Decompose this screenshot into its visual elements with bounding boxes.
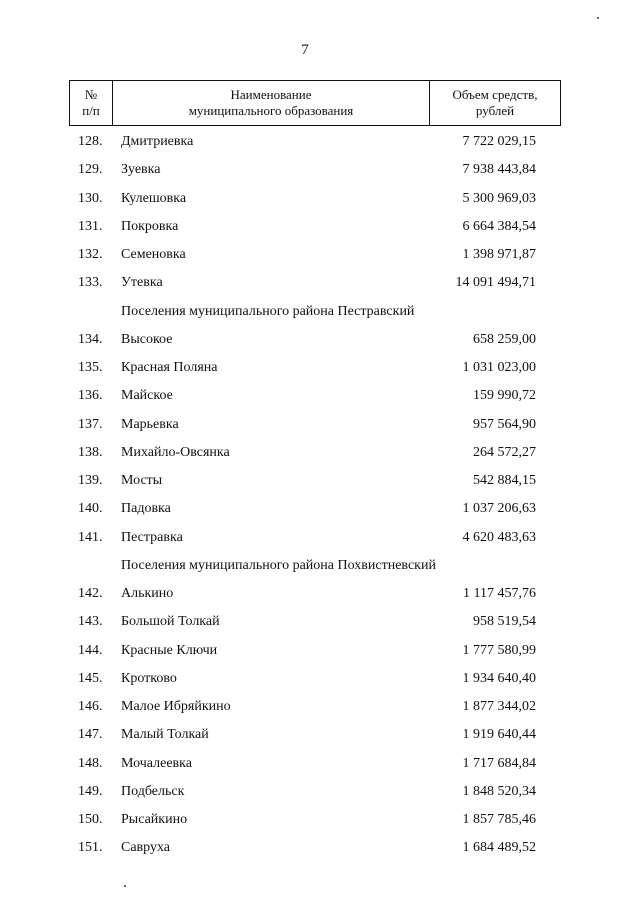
table-row: [0, 522, 640, 550]
header-amount-line1: Объем средств,: [452, 87, 538, 102]
row-amount: 1 398 971,87: [462, 247, 536, 262]
table-row: [0, 380, 640, 408]
row-num: 145.: [78, 670, 103, 686]
row-num: 146.: [78, 699, 103, 714]
table-header: [69, 80, 561, 126]
row-name: Михайло-Овсянка: [121, 444, 230, 460]
row-name: Мочалеевка: [121, 755, 192, 771]
table-row: [0, 239, 640, 267]
table-row: [0, 324, 640, 352]
row-num: 143.: [78, 614, 103, 630]
table-row: [0, 493, 640, 521]
row-name: Красные Ключи: [121, 642, 218, 658]
row-name: Малое Ибряйкино: [121, 699, 231, 714]
row-num: 129.: [78, 162, 103, 178]
table-row: [0, 691, 640, 719]
row-num: 151.: [78, 840, 103, 856]
section-heading-row: [0, 296, 640, 324]
table-row: [0, 719, 640, 747]
row-num: 138.: [78, 444, 103, 460]
row-amount: 958 519,54: [473, 614, 536, 630]
row-name: Зуевка: [121, 162, 161, 178]
row-amount: 957 564,90: [473, 416, 536, 432]
table-row: [0, 663, 640, 691]
row-amount: 1 877 344,02: [462, 699, 536, 714]
row-name: Марьевка: [121, 416, 179, 432]
row-num: 135.: [78, 360, 103, 375]
row-amount: 1 037 206,63: [462, 501, 536, 517]
row-name: Падовка: [121, 501, 171, 517]
table-row: [0, 267, 640, 295]
row-amount: 1 777 580,99: [462, 642, 536, 658]
row-amount: 1 848 520,34: [462, 783, 536, 799]
table-row: [0, 635, 640, 663]
row-num: 128.: [78, 134, 103, 149]
header-name-line2: муниципального образования: [188, 103, 354, 118]
row-amount: 1 717 684,84: [462, 755, 536, 771]
scan-speck: [124, 885, 126, 887]
row-num: 149.: [78, 783, 103, 799]
table-row: [0, 804, 640, 832]
row-amount: 1 919 640,44: [462, 727, 536, 743]
row-amount: 14 091 494,71: [455, 275, 536, 291]
row-name: Красная Поляна: [121, 360, 218, 375]
header-num-line2: п/п: [82, 103, 100, 118]
page-number: 7: [301, 42, 309, 58]
row-name: Алькино: [121, 586, 174, 601]
table-row: [0, 183, 640, 211]
row-name: Подбельск: [121, 783, 185, 799]
row-num: 137.: [78, 416, 103, 432]
row-name: Пестравка: [121, 529, 183, 545]
row-num: 131.: [78, 218, 103, 234]
row-name: Кулешовка: [121, 190, 187, 206]
row-name: Рысайкино: [121, 812, 188, 827]
row-num: 148.: [78, 755, 103, 771]
row-amount: 4 620 483,63: [462, 529, 536, 545]
row-amount: 7 722 029,15: [462, 134, 536, 149]
row-num: 132.: [78, 247, 103, 262]
row-name: Дмитриевка: [121, 134, 194, 149]
row-name: Утевка: [121, 275, 163, 291]
table-row: [0, 437, 640, 465]
row-name: Покровка: [121, 218, 179, 234]
table-row: [0, 776, 640, 804]
table-body: [0, 126, 640, 861]
row-num: 133.: [78, 275, 103, 291]
table-row: [0, 832, 640, 860]
row-num: 134.: [78, 331, 103, 347]
row-num: 139.: [78, 473, 103, 488]
row-name: Поселения муниципального района Похвистневский: [121, 557, 436, 573]
row-name: Майское: [121, 388, 173, 404]
row-name: Савруха: [121, 840, 171, 856]
header-name-cell: [113, 81, 430, 125]
row-amount: 7 938 443,84: [462, 162, 536, 178]
header-num-line1: №: [84, 87, 98, 102]
header-amount-line2: рублей: [475, 103, 515, 118]
row-name: Семеновка: [121, 247, 186, 262]
table-row: [0, 154, 640, 182]
table-row: [0, 578, 640, 606]
row-amount: 1 031 023,00: [462, 360, 536, 375]
row-name: Мосты: [121, 473, 163, 488]
section-heading-row: [0, 550, 640, 578]
row-num: 144.: [78, 642, 103, 658]
table-row: [0, 748, 640, 776]
row-name: Высокое: [121, 331, 173, 347]
row-amount: 1 857 785,46: [462, 812, 536, 827]
table-row: [0, 465, 640, 493]
table-row: [0, 409, 640, 437]
header-num-cell: [70, 81, 113, 125]
row-num: 130.: [78, 190, 103, 206]
row-num: 147.: [78, 727, 103, 743]
row-name: Малый Толкай: [121, 727, 209, 743]
row-num: 150.: [78, 812, 103, 827]
table-row: [0, 352, 640, 380]
row-num: 136.: [78, 388, 103, 404]
row-num: 142.: [78, 586, 103, 601]
row-amount: 6 664 384,54: [462, 218, 536, 234]
row-amount: 542 884,15: [473, 473, 536, 488]
row-amount: 1 684 489,52: [462, 840, 536, 856]
row-amount: 264 572,27: [473, 444, 536, 460]
row-name: Большой Толкай: [121, 614, 220, 630]
row-amount: 5 300 969,03: [462, 190, 536, 206]
table-row: [0, 606, 640, 634]
row-amount: 658 259,00: [473, 331, 536, 347]
table-row: [0, 211, 640, 239]
row-num: 140.: [78, 501, 103, 517]
row-name: Поселения муниципального района Пестравский: [121, 303, 415, 319]
row-amount: 159 990,72: [473, 388, 536, 404]
row-name: Кротково: [121, 670, 177, 686]
header-amount-cell: [430, 81, 560, 125]
row-amount: 1 117 457,76: [463, 586, 536, 601]
scan-speck: [597, 17, 599, 19]
table-row: [0, 126, 640, 154]
row-num: 141.: [78, 529, 103, 545]
row-amount: 1 934 640,40: [462, 670, 536, 686]
header-name-line1: Наименование: [230, 87, 312, 102]
